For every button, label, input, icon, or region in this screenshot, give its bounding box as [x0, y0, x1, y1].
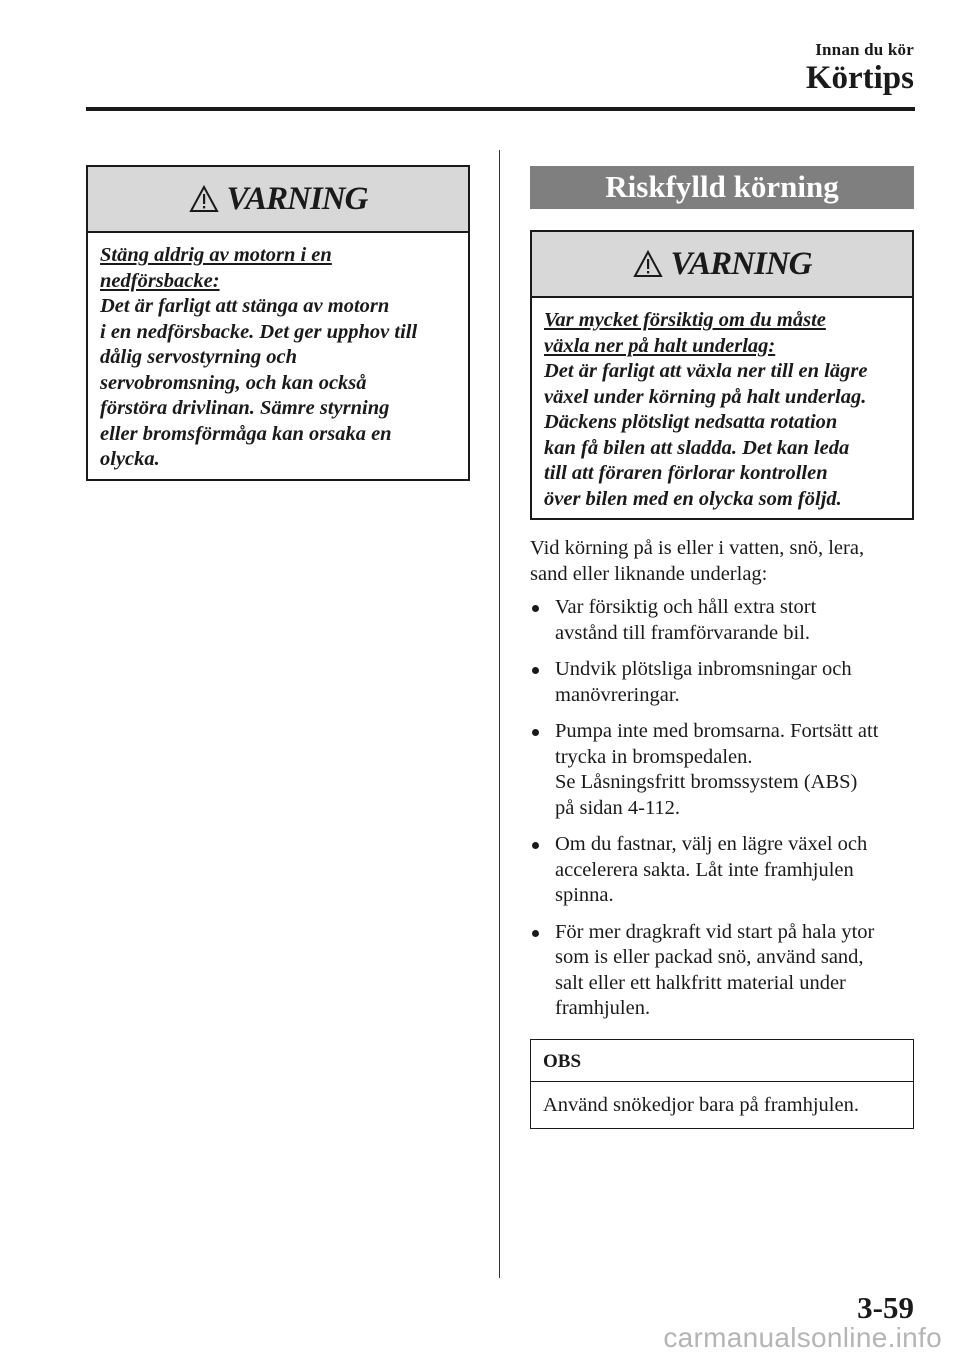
warning-header: [88, 167, 468, 233]
column-divider: [499, 150, 500, 1278]
warning-label: VARNING: [226, 180, 368, 217]
warning-text-line: över bilen med en olycka som följd.: [544, 487, 842, 510]
bullet-icon: [532, 930, 539, 937]
list-item-line: på sidan 4-112.: [555, 796, 681, 819]
list-item-line: manövreringar.: [555, 683, 680, 706]
warning-label: VARNING: [670, 245, 812, 282]
header-title: Körtips: [805, 60, 914, 96]
warning-box-left: [86, 165, 470, 481]
warning-text-line: i en nedförsbacke. Det ger upphov till: [100, 320, 418, 343]
page-number: 3-59: [857, 1290, 914, 1325]
watermark: carmanualsonline.info: [663, 1322, 942, 1353]
list-item-line: Se Låsningsfritt bromssystem (ABS): [555, 771, 858, 793]
warning-text-line: växel under körning på halt underlag.: [544, 385, 867, 408]
list-item-line: För mer dragkraft vid start på hala ytor: [555, 920, 875, 943]
list-item-line: framhjulen.: [555, 997, 651, 1019]
list-item: [530, 832, 920, 909]
warning-heading-line: Stäng aldrig av motorn i en: [100, 244, 332, 266]
warning-heading-line: växla ner på halt underlag:: [544, 334, 776, 357]
warning-text-line: dålig servostyrning och: [100, 346, 298, 368]
warning-text-line: Däckens plötsligt nedsatta rotation: [544, 411, 838, 433]
list-item-line: salt eller ett halkfritt material under: [555, 971, 846, 994]
warning-text-line: förstöra drivlinan. Sämre styrning: [100, 397, 390, 419]
warning-text-line: eller bromsförmåga kan orsaka en: [100, 422, 392, 445]
warning-body: [532, 298, 912, 522]
list-item: [530, 657, 920, 708]
note-label: OBS: [531, 1040, 913, 1082]
header-rule: [86, 107, 915, 111]
warning-triangle-icon: [633, 250, 663, 278]
list-item-line: Pumpa inte med bromsarna. Fortsätt att: [555, 720, 879, 742]
warning-text-line: kan få bilen att sladda. Det kan leda: [544, 436, 850, 459]
note-text: Använd snökedjor bara på framhjulen.: [543, 1094, 859, 1116]
warning-heading-line: Var mycket försiktig om du måste: [544, 309, 826, 331]
warning-text-line: olycka.: [100, 448, 160, 470]
list-item: [530, 920, 920, 1022]
list-item: [530, 719, 920, 821]
list-item-line: accelerera sakta. Låt inte framhjulen: [555, 858, 854, 881]
tips-list: [530, 595, 920, 1022]
section-title: Riskfylld körning: [530, 166, 914, 209]
bullet-icon: [532, 605, 539, 612]
list-item-line: Var försiktig och håll extra stort: [555, 596, 817, 618]
note-box: [530, 1039, 914, 1129]
list-item-line: avstånd till framförvarande bil.: [555, 621, 811, 644]
list-item-line: som is eller packad snö, använd sand,: [555, 946, 864, 968]
list-item-line: trycka in bromspedalen.: [555, 745, 753, 768]
warning-text-line: till att föraren förlorar kontrollen: [544, 462, 828, 484]
warning-text-line: servobromsning, och kan också: [100, 371, 367, 394]
warning-box-right: [530, 230, 914, 520]
bullet-icon: [532, 667, 539, 674]
warning-body: [88, 233, 468, 483]
intro-paragraph: [530, 536, 920, 587]
bullet-icon: [532, 729, 539, 736]
list-item: [530, 595, 920, 646]
body-text: [530, 536, 920, 1033]
intro-line: sand eller liknande underlag:: [530, 562, 768, 585]
warning-header: [532, 232, 912, 298]
list-item-line: Undvik plötsliga inbromsningar och: [555, 658, 852, 680]
intro-line: Vid körning på is eller i vatten, snö, lera,: [530, 537, 865, 559]
list-item-line: Om du fastnar, välj en lägre växel och: [555, 833, 868, 855]
header-section: Innan du kör: [815, 40, 914, 59]
warning-triangle-icon: [189, 185, 219, 213]
warning-text-line: Det är farligt att stänga av motorn: [100, 295, 390, 317]
bullet-icon: [532, 842, 539, 849]
warning-heading-line: nedförsbacke:: [100, 269, 220, 292]
list-item-line: spinna.: [555, 884, 614, 906]
warning-text-line: Det är farligt att växla ner till en lägre: [544, 360, 868, 382]
